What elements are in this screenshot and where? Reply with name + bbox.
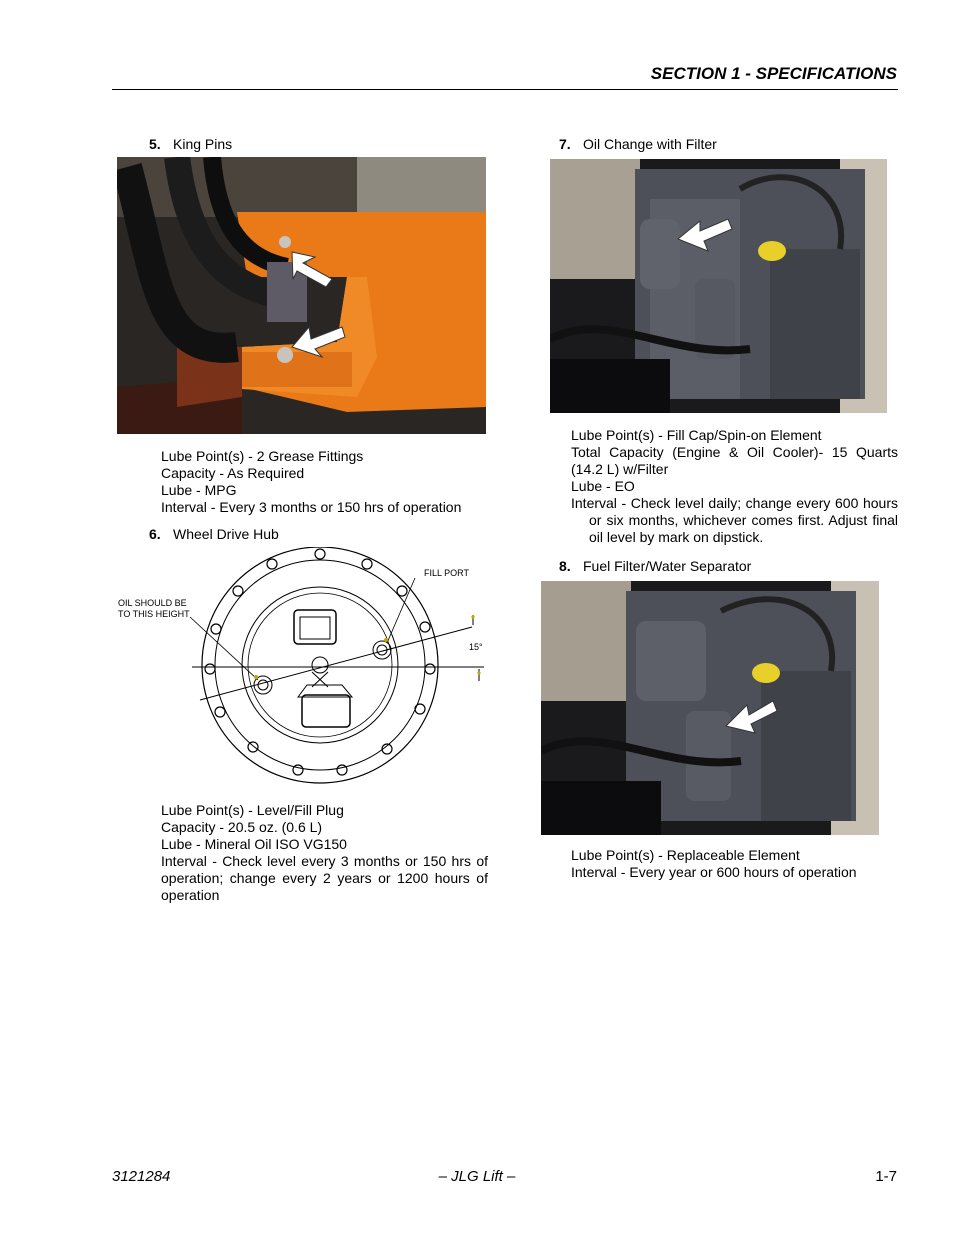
wheel-hub-diagram [112,547,492,792]
item-number: 8. [559,558,571,574]
spec-line: Lube Point(s) - Replaceable Element [571,847,800,863]
item-heading-fuel-filter [559,558,751,574]
item-heading-wheel-drive-hub [149,526,279,542]
label-oil-line1: OIL SHOULD BE [118,598,187,608]
spec-line: Interval - Check level every 3 months or 150 hrs of operation; change every 2 years or 1200 hours of operation [161,853,488,903]
item-heading-oil-change [559,136,717,152]
spec-line: Interval - Every 3 months or 150 hrs of operation [161,499,462,515]
fuel-filter-specs [571,847,898,881]
spec-line: Lube Point(s) - Fill Cap/Spin-on Element [571,427,822,443]
oil-change-specs [571,427,898,546]
footer-center: – JLG Lift – [438,1168,516,1185]
spec-line: Capacity - 20.5 oz. (0.6 L) [161,819,323,835]
label-oil-height [118,598,190,620]
spec-line: Total Capacity (Engine & Oil Cooler)- 15 Quarts (14.2 L) w/Filter [571,444,898,477]
oil-filter-photo [550,159,887,413]
item-title: King Pins [173,136,233,152]
footer-doc-number: 3121284 [112,1168,171,1185]
king-pins-photo [117,157,486,434]
label-oil-line2: TO THIS HEIGHT [118,609,190,619]
spec-line: Lube - EO [571,478,635,494]
item-title: Fuel Filter/Water Separator [583,558,752,574]
item-heading-king-pins [149,136,232,152]
spec-line: Interval - Every year or 600 hours of operation [571,864,857,880]
item-number: 7. [559,136,571,152]
section-title: SECTION 1 - SPECIFICATIONS [650,64,897,83]
spec-line: Lube - Mineral Oil ISO VG150 [161,836,347,852]
label-angle: 15° [469,642,483,652]
header-rule [112,89,898,90]
spec-line: Lube - MPG [161,482,237,498]
fuel-filter-photo [541,581,879,835]
wheel-hub-specs [161,802,488,904]
king-pins-specs [161,448,491,516]
item-number: 5. [149,136,161,152]
label-fill-port: FILL PORT [424,568,470,578]
item-title: Oil Change with Filter [583,136,717,152]
spec-line: Interval - Check level daily; change every 600 hours or six months, whichever comes first. Adjust final oil level by mark on dipstick. [571,495,898,545]
spec-line: Lube Point(s) - 2 Grease Fittings [161,448,364,464]
spec-line: Lube Point(s) - Level/Fill Plug [161,802,344,818]
spec-line: Capacity - As Required [161,465,305,481]
item-title: Wheel Drive Hub [173,526,279,542]
footer-page-number: 1-7 [875,1168,897,1185]
item-number: 6. [149,526,161,542]
